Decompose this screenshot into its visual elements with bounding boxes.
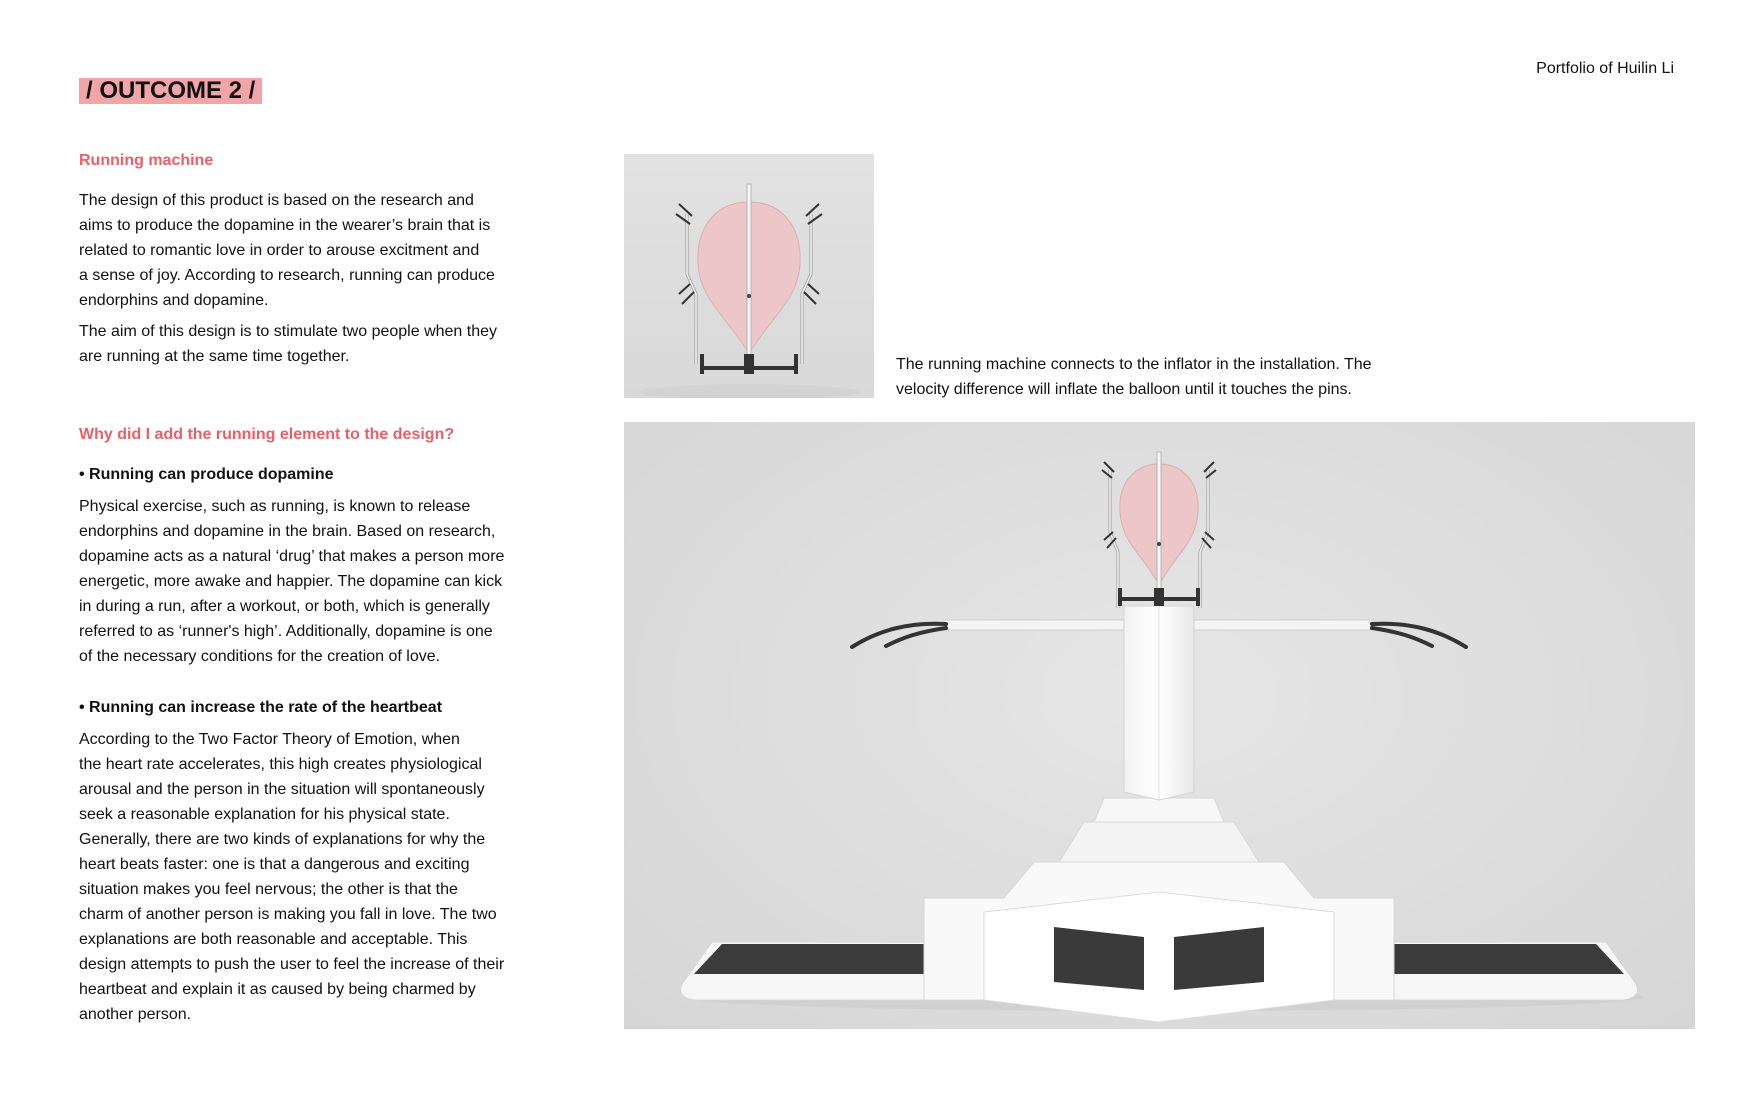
text-line: According to the Two Factor Theory of Emotion, when — [79, 731, 460, 748]
heartbeat-paragraph — [79, 727, 529, 1027]
intro-paragraph — [79, 188, 529, 313]
caption-line: velocity difference will inflate the balloon until it touches the pins. — [896, 381, 1352, 398]
text-line: design attempts to push the user to feel the increase of their — [79, 956, 505, 973]
text-line: charm of another person is making you fall in love. The two — [79, 906, 497, 923]
bullet-title-dopamine: • Running can produce dopamine — [79, 466, 334, 483]
section-heading-why-running: Why did I add the running element to the design? — [79, 426, 455, 443]
balloon-device-render — [624, 154, 874, 398]
installation-render — [624, 422, 1695, 1029]
text-line: The aim of this design is to stimulate two people when they — [79, 323, 497, 340]
text-line: arousal and the person in the situation will spontaneously — [79, 781, 485, 798]
text-column — [79, 150, 529, 1027]
text-line: referred to as ‘runner's high’. Additionally, dopamine is one — [79, 623, 493, 640]
text-line: endorphins and dopamine in the brain. Based on research, — [79, 523, 496, 540]
text-line: energetic, more awake and happier. The dopamine can kick — [79, 573, 503, 590]
text-line: Generally, there are two kinds of explanations for why the — [79, 831, 486, 848]
balloon-device-illustration — [624, 154, 874, 398]
text-line: related to romantic love in order to arouse excitment and — [79, 242, 480, 259]
dopamine-paragraph — [79, 494, 529, 669]
aim-paragraph — [79, 319, 529, 369]
text-line: are running at the same time together. — [79, 348, 350, 365]
portfolio-author: Portfolio of Huilin Li — [1536, 60, 1674, 77]
text-line: Physical exercise, such as running, is known to release — [79, 498, 471, 515]
caption-line: The running machine connects to the inflator in the installation. The — [896, 356, 1372, 373]
text-line: situation makes you feel nervous; the other is that the — [79, 881, 458, 898]
text-line: another person. — [79, 1006, 192, 1023]
page-title: / OUTCOME 2 / — [79, 78, 262, 104]
text-line: The design of this product is based on the research and — [79, 192, 474, 209]
text-line: dopamine acts as a natural ‘drug’ that makes a person more — [79, 548, 505, 565]
text-line: heartbeat and explain it as caused by being charmed by — [79, 981, 476, 998]
installation-illustration — [624, 422, 1695, 1029]
text-line: of the necessary conditions for the creation of love. — [79, 648, 441, 665]
figure-caption — [896, 352, 1416, 402]
text-line: a sense of joy. According to research, running can produce — [79, 267, 495, 284]
text-line: aims to produce the dopamine in the wearer’s brain that is — [79, 217, 491, 234]
text-line: explanations are both reasonable and acceptable. This — [79, 931, 468, 948]
text-line: seek a reasonable explanation for his physical state. — [79, 806, 450, 823]
bullet-title-heartbeat: • Running can increase the rate of the heartbeat — [79, 699, 443, 716]
text-line: endorphins and dopamine. — [79, 292, 269, 309]
text-line: heart beats faster: one is that a dangerous and exciting — [79, 856, 470, 873]
section-heading-running-machine: Running machine — [79, 152, 214, 169]
text-line: in during a run, after a workout, or both, which is generally — [79, 598, 490, 615]
text-line: the heart rate accelerates, this high creates physiological — [79, 756, 482, 773]
